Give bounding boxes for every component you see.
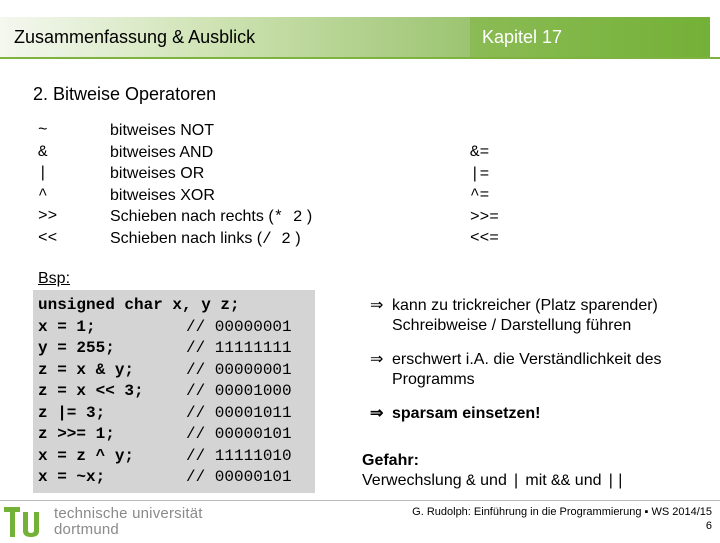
operator-symbol: | <box>38 164 48 182</box>
warning-text-part: Verwechslung <box>362 472 462 489</box>
remarks-list <box>370 296 710 438</box>
logo-line2: dortmund <box>54 521 119 538</box>
code-statement: z = x << 3; <box>38 382 144 400</box>
remark-text: sparsam einsetzen! <box>392 405 541 422</box>
code-statement: z |= 3; <box>38 403 106 422</box>
remark-item <box>370 404 710 424</box>
code-line <box>38 403 292 425</box>
example-label: Bsp: <box>38 270 71 287</box>
assignment-operator: |= <box>470 164 490 183</box>
code-line <box>38 467 292 489</box>
code-line <box>38 338 292 360</box>
code-comment: // 00000101 <box>186 425 292 443</box>
slide-header <box>0 17 720 57</box>
operator-symbol: & <box>38 142 48 161</box>
assignment-operator: >>= <box>470 207 499 226</box>
code-line <box>38 446 292 468</box>
code-comment: // 00001011 <box>186 403 292 422</box>
implies-arrow-icon: ⇒ <box>370 405 384 422</box>
operator-symbol: << <box>38 228 58 247</box>
assignment-operator: &= <box>470 143 490 161</box>
code-comment: // 11111010 <box>186 446 292 465</box>
warning-note <box>362 451 625 491</box>
footer-credit <box>412 505 712 533</box>
code-statement: x = 1; <box>38 317 96 336</box>
implies-arrow-icon: ⇒ <box>370 351 384 368</box>
university-logo <box>4 504 204 538</box>
code-line <box>38 381 292 403</box>
operator-description-tail: ) <box>295 229 301 247</box>
warning-operator: || <box>605 472 626 490</box>
operator-description: bitweises AND <box>110 143 214 161</box>
logo-line1: technische universität <box>54 505 203 522</box>
remark-text: kann zu trickreicher (Platz sparender) Schreibweise / Darstellung führen <box>392 297 658 334</box>
operator-description: bitweises XOR <box>110 186 215 204</box>
warning-text-part: und <box>480 472 507 489</box>
warning-title: Gefahr: <box>362 452 419 469</box>
code-statement: x = z ^ y; <box>38 446 135 465</box>
code-statement: y = 255; <box>38 339 115 357</box>
assignment-operator: ^= <box>470 186 490 204</box>
code-statement: unsigned char x, y z; <box>38 296 240 314</box>
warning-operator: & <box>466 472 476 490</box>
remark-item <box>370 350 710 390</box>
code-comment: // 00001000 <box>186 382 292 400</box>
operator-symbol: >> <box>38 207 58 225</box>
header-chapter-bar <box>470 17 710 57</box>
operator-description-tail: ) <box>306 208 313 225</box>
header-title: Zusammenfassung & Ausblick <box>14 27 256 47</box>
header-title-bar <box>0 17 470 57</box>
code-line <box>38 317 292 339</box>
remark-text: erschwert i.A. die Verständlichkeit des Programms <box>392 351 662 388</box>
warning-text-part: mit <box>525 472 547 489</box>
code-example <box>33 290 315 493</box>
code-line <box>38 295 240 317</box>
code-line <box>38 424 292 446</box>
footer-divider <box>0 500 720 501</box>
chapter-label: Kapitel 17 <box>482 27 563 47</box>
code-comment: // 00000001 <box>186 317 292 336</box>
code-comment: // 00000001 <box>186 360 292 379</box>
tu-logo-icon <box>4 504 48 538</box>
operator-symbol: ~ <box>38 121 48 139</box>
code-comment: // 11111111 <box>186 339 292 357</box>
code-statement: x = ~x; <box>38 468 106 486</box>
operator-description: bitweises OR <box>110 165 205 182</box>
warning-operator: && <box>551 472 571 490</box>
code-statement: z >>= 1; <box>38 425 115 443</box>
assignment-operator: <<= <box>470 229 499 247</box>
operator-description: Schieben nach links ( <box>110 229 263 247</box>
footer-author: G. Rudolph: Einführung in die Programmierung ▪ WS 2014/15 <box>412 506 712 518</box>
code-statement: z = x & y; <box>38 360 135 379</box>
assignment-operator-list <box>470 142 499 250</box>
operator-symbol: ^ <box>38 185 48 204</box>
operator-description-group <box>110 228 301 251</box>
operator-description-group <box>110 206 312 229</box>
section-title: 2. Bitweise Operatoren <box>33 84 217 104</box>
operator-code: * 2 <box>273 208 303 226</box>
warning-operator: | <box>511 472 521 490</box>
page-number: 6 <box>705 520 712 532</box>
operator-description: bitweises NOT <box>110 122 215 139</box>
implies-arrow-icon: ⇒ <box>370 297 384 314</box>
header-divider <box>0 57 720 59</box>
code-line <box>38 360 292 382</box>
warning-text-part: und <box>574 472 602 489</box>
remark-item <box>370 296 710 336</box>
warning-text <box>362 471 625 491</box>
code-comment: // 00000101 <box>186 468 292 486</box>
operator-description: Schieben nach rechts ( <box>110 208 274 225</box>
operator-code: / 2 <box>262 229 291 248</box>
